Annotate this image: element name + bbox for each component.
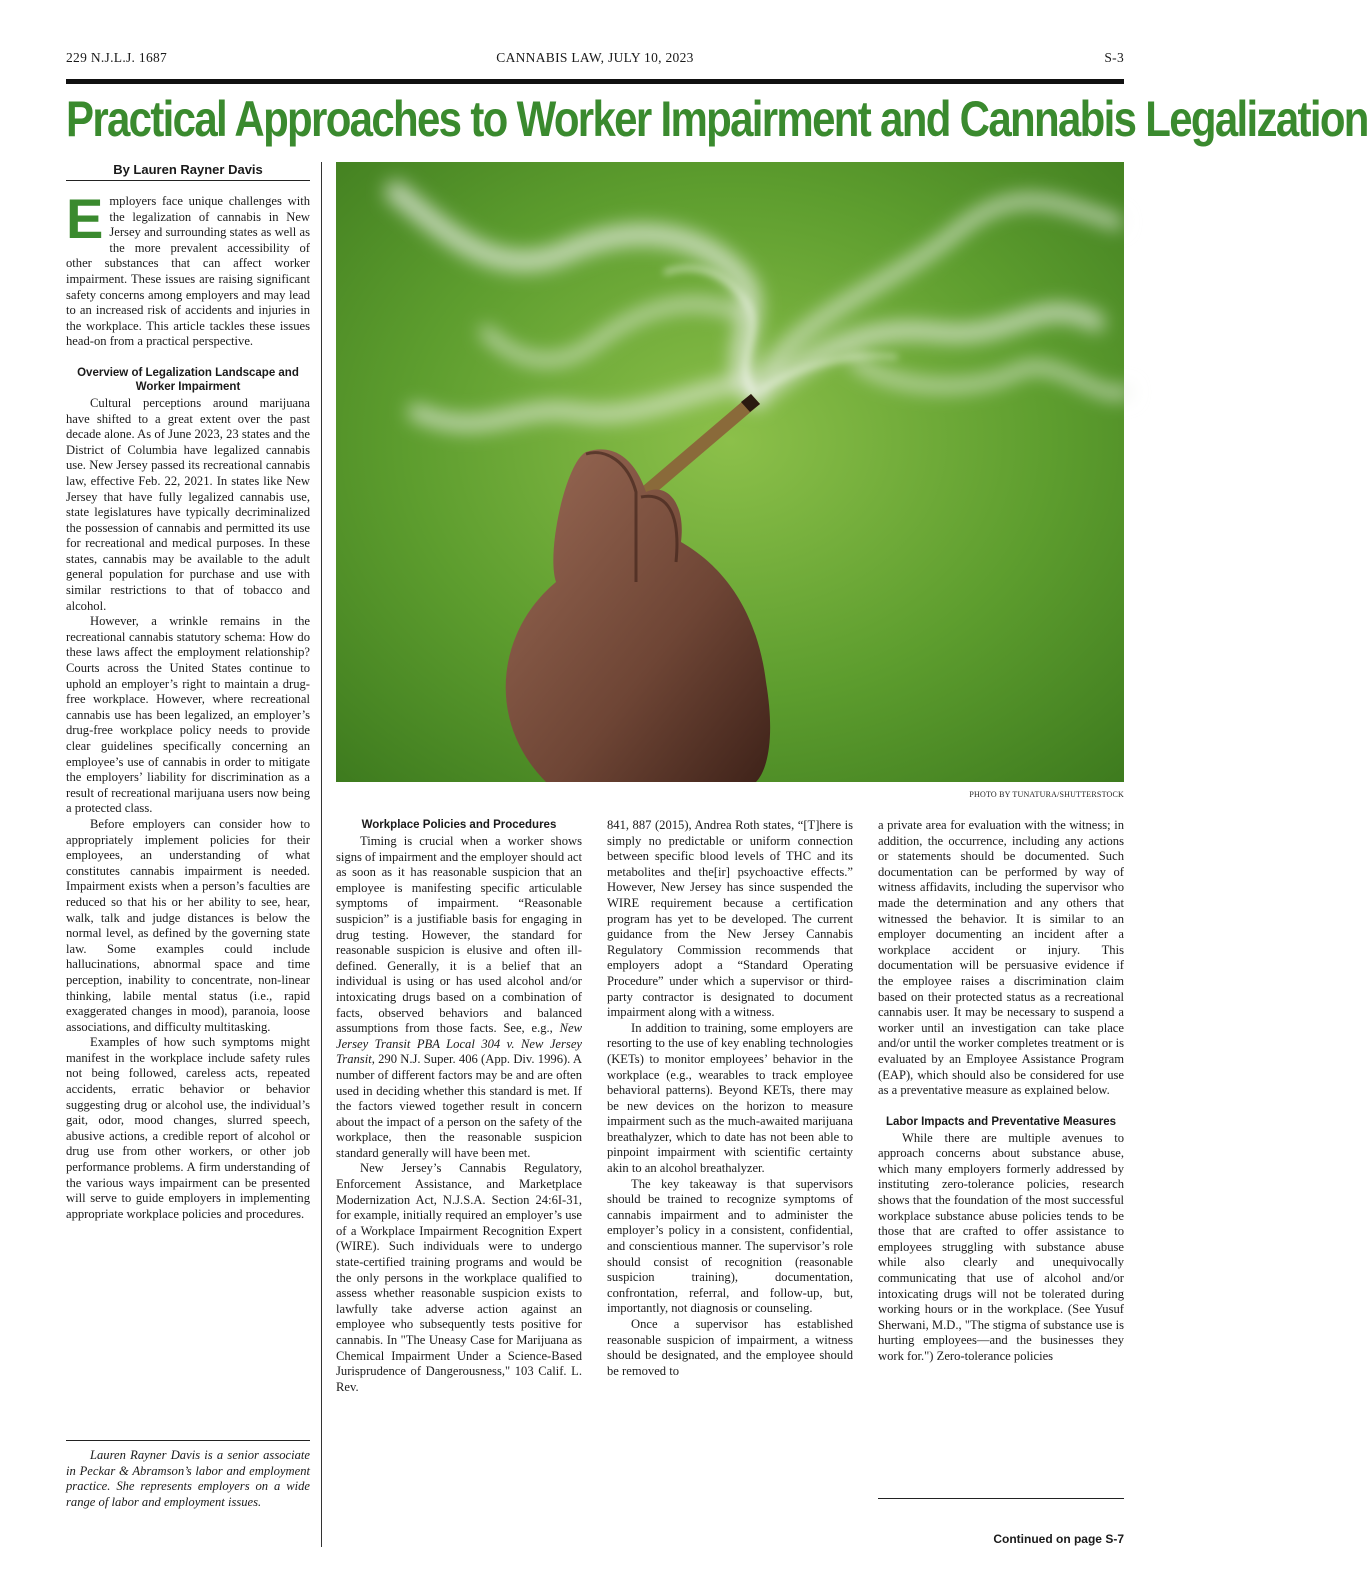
section-heading-overview: Overview of Legalization Landscape and Worker Impairment xyxy=(77,366,299,393)
column-divider xyxy=(321,162,322,1547)
paragraph: However, a wrinkle remains in the recreational cannabis statutory schema: How do these laws affect the employment relationship? Courts across the United States continue to uphold an employer’s right to maintain a drug-free workplace. However, where recreational cannabis use has been legalized, an employer’s drug-free workplace policy needs to provide clear guidelines specifically concerning an employee’s use of cannabis in order to mitigate the employers’ liability for discrimination as a result of recreational marijuana users now being a protected class. xyxy=(66,614,310,816)
paragraph: In addition to training, some employers are resorting to the use of key enabling technologies (KETs) to monitor employees’ behavior in the workplace (e.g., wearables to track employee behavioral patterns). Beyond KETs, there may be new devices on the horizon to measure impairment such as the much-awaited marijuana breathalyzer, which to date has not been able to pinpoint impairment with scientific certainty akin to an alcohol breathalyzer. xyxy=(607,1020,853,1176)
header-page-number: S-3 xyxy=(1104,50,1124,65)
byline-rule xyxy=(66,180,310,181)
paragraph: The key takeaway is that supervisors should be trained to recognize symptoms of cannabis impairment and to administer the employer’s policy in a consistent, confidential, and conscientious manner. The supervisor’s role should consist of recognition (reasonable suspicion training), documentation, confrontation, referral, and follow-up, but, importantly, not diagnosis or counseling. xyxy=(607,1176,853,1316)
paragraph: While there are multiple avenues to approach concerns about substance abuse, which many employers formerly addressed by instituting zero-tolerance policies, research shows that the foundation of the most successful workplace substance abuse policies tends to be those that are crafted to offer assistance to employees struggling with substance abuse while also clearly and unequivocally communicating that use of alcohol and/or intoxicating drugs will not be tolerated during working hours or in the workplace. (See Yusuf Sherwani, M.D., "The stigma of substance use is hurting employees—and the businesses they work for.") Zero-tolerance policies xyxy=(878,1130,1124,1363)
paragraph-text: , 290 N.J. Super. 406 (App. Div. 1996). A number of different factors may be and are often used in deciding whether this standard is met. If the factors viewed together result in concern about the impact of a person on the safety of the workplace, then the reasonable suspicion standard generally will have been met. xyxy=(336,1052,582,1160)
intro-paragraph xyxy=(66,187,310,350)
article-photo xyxy=(336,162,1124,782)
header-rule xyxy=(66,79,1124,84)
continued-rule xyxy=(878,1498,1124,1499)
running-header xyxy=(66,50,1124,68)
header-publication: CANNABIS LAW, JULY 10, 2023 xyxy=(496,50,694,65)
paragraph-continued: a private area for evaluation with the witness; in addition, the occurrence, including any actions or statements should be documented. Such documentation can be performed by way of witness affidavits, including the supervisor who made the determination and any others that witnessed the behavior. It is similar to an employer documenting an incident after a workplace accident or injury. This documentation will be persuasive evidence if the employee raises a discrimination claim based on their protected status as a recreational cannabis user. It may be necessary to suspend a worker until an investigation can take place and/or until the worker completes treatment or is evaluated by an Employee Assistance Program (EAP), which should also be considered for use as a preventative measure as explained below. xyxy=(878,818,1124,1098)
hand-joint-smoke-icon xyxy=(336,162,1124,782)
bio-rule xyxy=(66,1440,310,1441)
intro-text: mployers face unique challenges with the legalization of cannabis in New Jersey and surrounding states as well as the more prevalent accessibility of other substances that can affect worker impairment. These issues are raising significant safety concerns among employers and may lead to an increased risk of accidents and injuries in the workplace. This article tackles these issues head-on from a practical perspective. xyxy=(66,194,310,349)
paragraph: Cultural perceptions around marijuana have shifted to a great extent over the past decade alone. As of June 2023, 23 states and the District of Columbia have legalized cannabis use. New Jersey passed its recreational cannabis law, effective Feb. 22, 2021. In states like New Jersey that have fully legalized cannabis use, state legislatures have typically decriminalized the possession of cannabis and permitted its use for recreational and medical purposes. In these states, cannabis may be available to the adult general population for purchase and use with similar restrictions to that of tobacco and alcohol. xyxy=(66,395,310,613)
article-column-4 xyxy=(878,818,1124,1490)
paragraph: Before employers can consider how to appropriately implement policies for their employees, an understanding of what constitutes cannabis impairment is needed. Impairment exists when a person’s faculties are reduced so that his or her ability to see, hear, walk, talk and judge distances is below the normal level, as defined by the governing state law. Some examples could include hallucinations, abnormal space and time perception, inability to concentrate, non-linear thinking, labile mental status (i.e., rapid exaggerated changes in mood), paranoia, loose associations, and difficulty multitasking. xyxy=(66,816,310,1034)
photo-credit: PHOTO BY TUNATURA/SHUTTERSTOCK xyxy=(969,790,1124,799)
header-citation: 229 N.J.L.J. 1687 xyxy=(66,50,168,65)
case-citation: New Jersey Transit PBA Local 304 v. New Jersey Transit xyxy=(336,1021,582,1067)
article-column-3 xyxy=(607,818,853,1546)
article-column-2 xyxy=(336,818,582,1546)
continued-link[interactable]: Continued on page S-7 xyxy=(993,1532,1124,1546)
paragraph: Once a supervisor has established reasonable suspicion of impairment, a witness should be designated, and the employee should be removed to xyxy=(607,1317,853,1378)
paragraph xyxy=(336,834,582,1161)
paragraph-continued: 841, 887 (2015), Andrea Roth states, “[T]here is simply no predictable or uniform connection between specific blood levels of THC and its metabolites and the[ir] psychoactive effects.” However, New Jersey has since suspended the WIRE requirement because a certification program has yet to be developed. The current guidance from the New Jersey Cannabis Regulatory Commission recommends that employers adopt a “Standard Operating Procedure” under which a supervisor or third-party contractor is designated to document impairment along with a witness. xyxy=(607,818,853,1020)
byline: By Lauren Rayner Davis xyxy=(113,162,263,177)
paragraph-text: Timing is crucial when a worker shows signs of impairment and the employer should act as soon as it has reasonable suspicion that an employee is manifesting specific articulable symptoms of impairment. “Reasonable suspicion” is a justifiable basis for engaging in drug testing. However, the standard for reasonable suspicion is elusive and often ill-defined. Generally, it is a belief that an individual is using or has used alcohol and/or intoxicating drugs based on a combination of facts, observed behaviors and balanced assumptions from those facts. See, e.g., xyxy=(336,834,582,1036)
article-headline: Practical Approaches to Worker Impairment and Cannabis Legalization xyxy=(66,91,1368,147)
section-heading-labor-impacts: Labor Impacts and Preventative Measures xyxy=(885,1115,1117,1128)
paragraph: Examples of how such symptoms might manifest in the workplace include safety rules not being followed, careless acts, repeated accidents, erratic behavior or behavior suggesting drug or alcohol use, the individual’s gait, odor, mood changes, slurred speech, abusive actions, a credible report of alcohol or drug use from other workers, or other job performance problems. A firm understanding of the various ways impairment can be presented will serve to guide employers in implementing appropriate workplace policies and procedures. xyxy=(66,1035,310,1221)
author-bio: Lauren Rayner Davis is a senior associate in Peckar & Abramson’s labor and employment practice. She represents employers on a wide range of labor and employment issues. xyxy=(66,1448,310,1509)
paragraph: New Jersey’s Cannabis Regulatory, Enforcement Assistance, and Marketplace Modernization Act, N.J.S.A. Section 24:6I-31, for example, initially required an employer’s use of a Workplace Impairment Recognition Expert (WIRE). Such individuals were to undergo state-certified training programs and would be the only persons in the workplace qualified to assess whether reasonable suspicion exists to lawfully take adverse action against an employee who subsequently tests positive for cannabis. In "The Uneasy Case for Marijuana as Chemical Impairment Under a Science-Based Jurisprudence of Dangerousness," 103 Calif. L. Rev. xyxy=(336,1161,582,1394)
section-heading-workplace-policies: Workplace Policies and Procedures xyxy=(361,819,557,831)
article-column-1 xyxy=(66,187,310,1416)
drop-cap: E xyxy=(66,187,104,250)
